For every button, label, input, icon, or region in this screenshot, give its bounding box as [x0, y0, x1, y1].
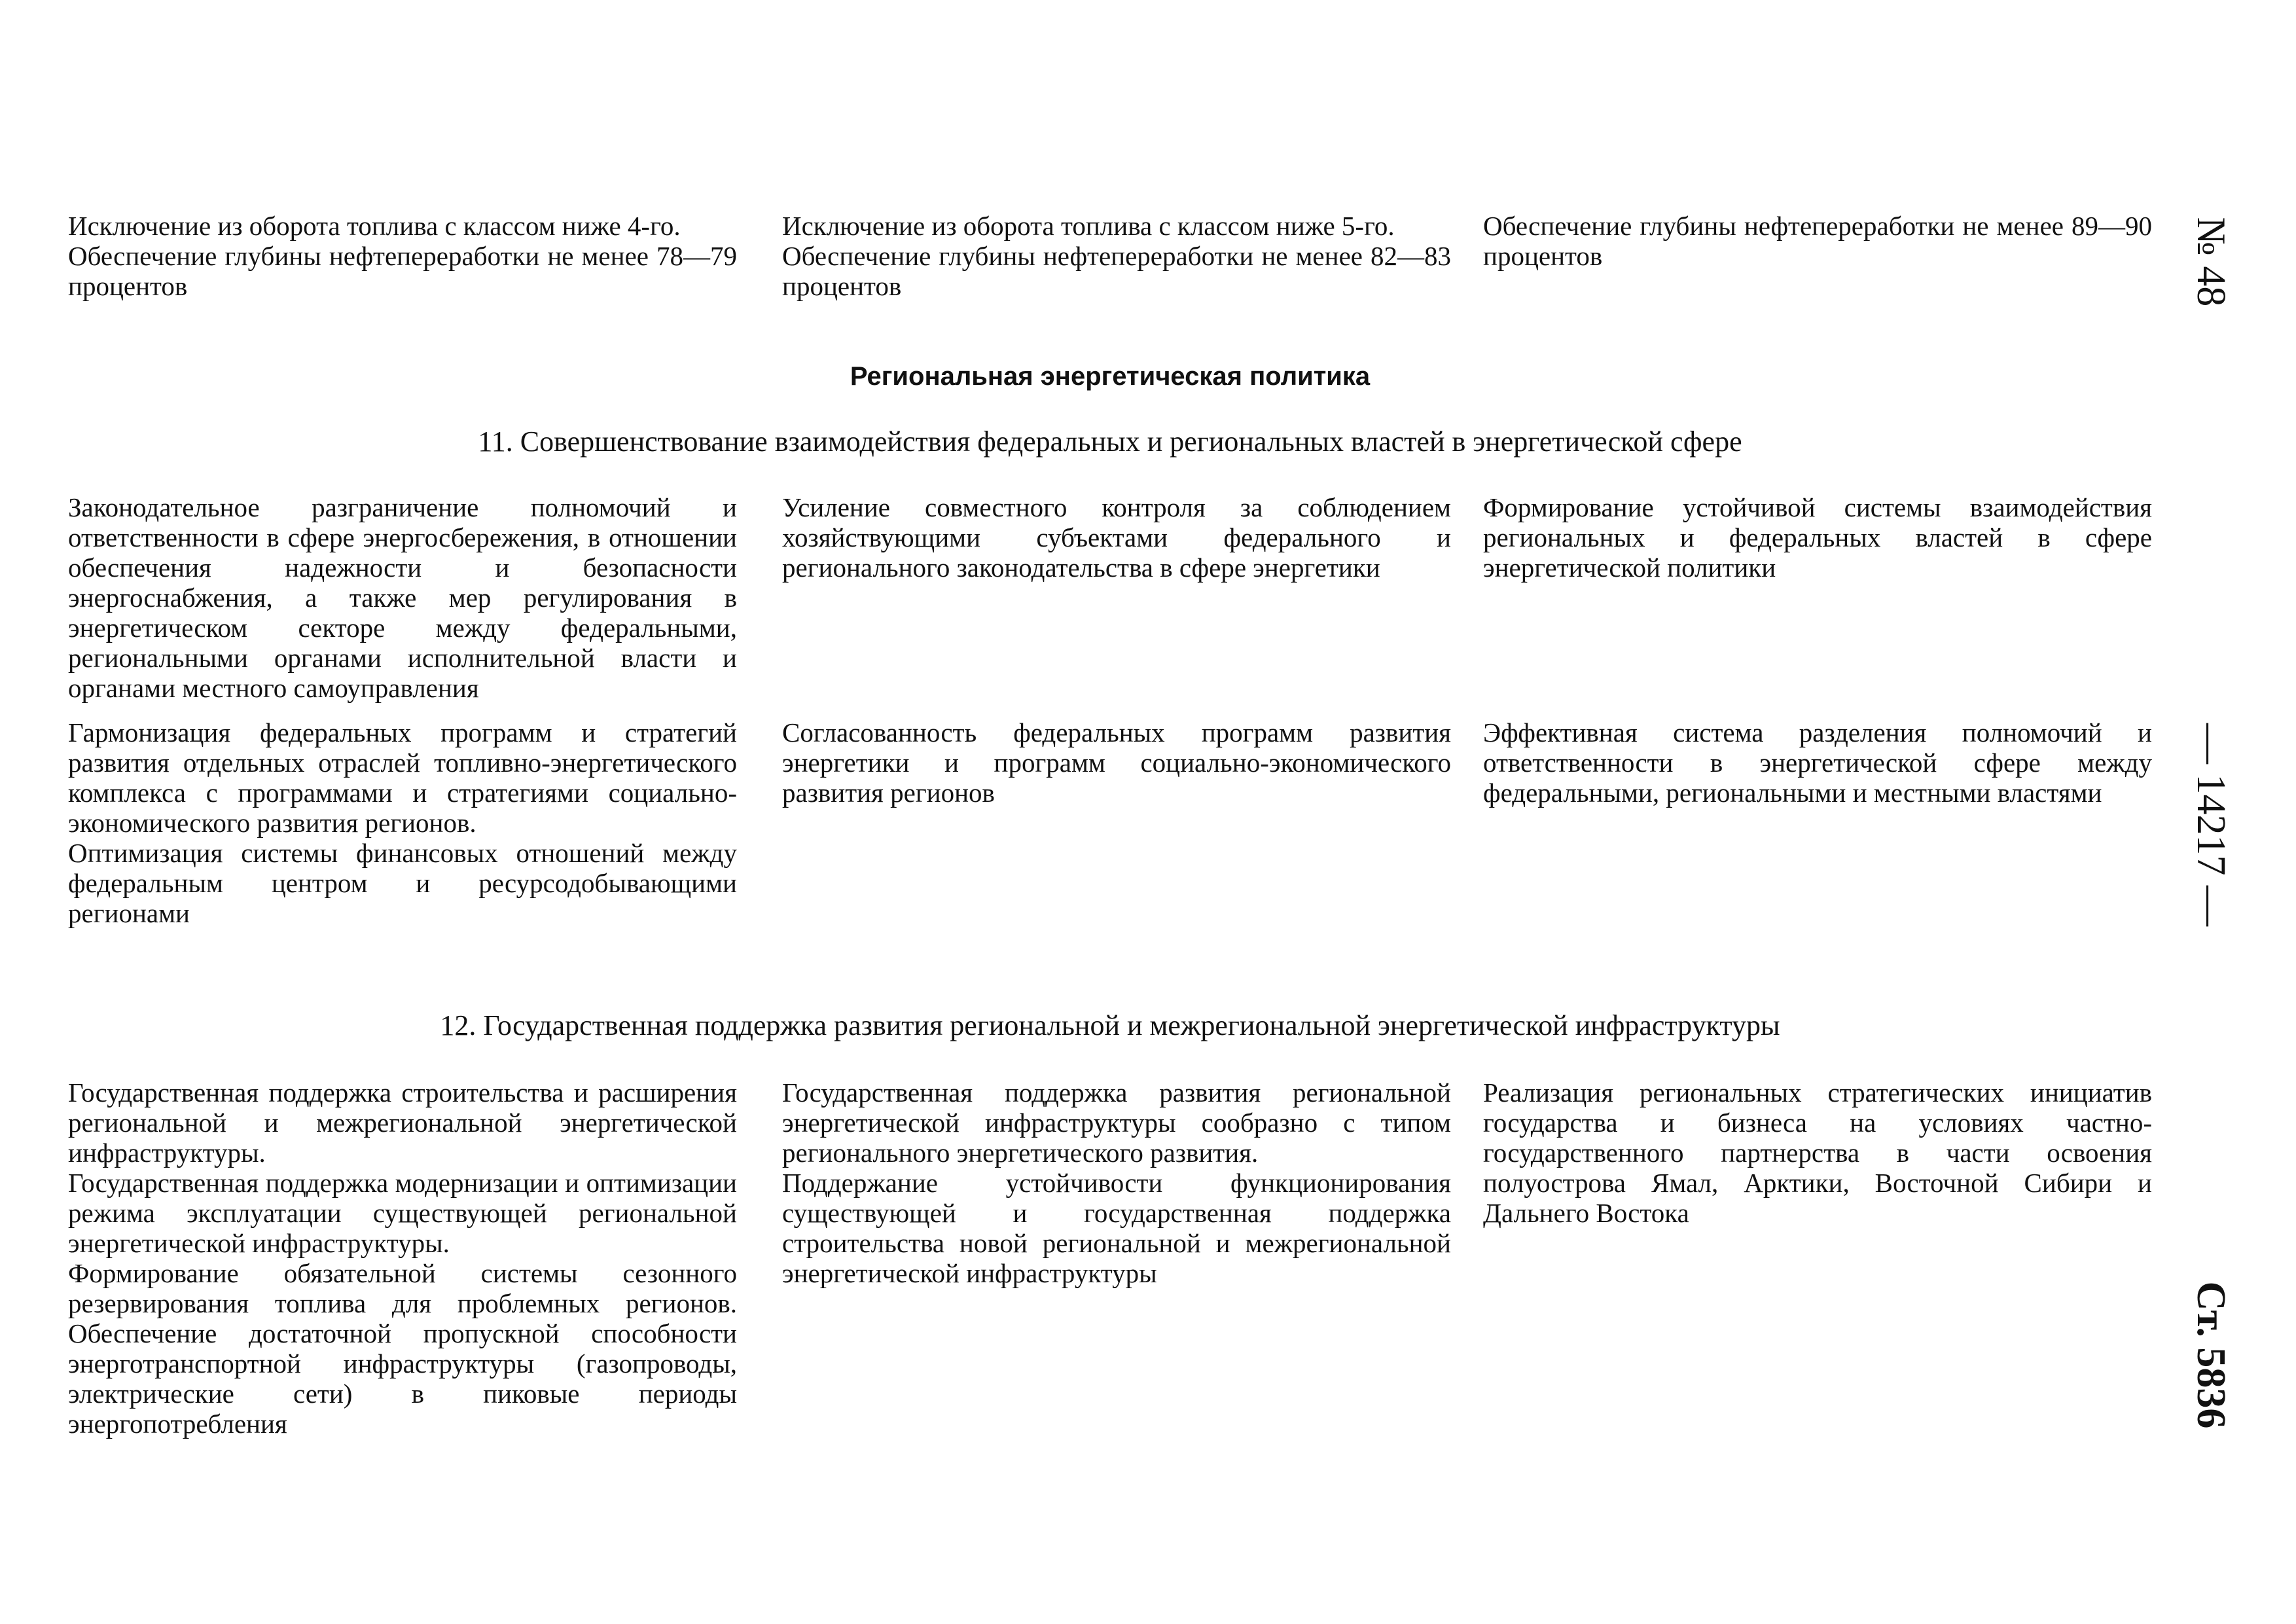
- row2-col-3: [1483, 717, 2152, 808]
- row2-col-2: [782, 717, 1451, 808]
- paragraph: Законодательное разграничение полномочий и ответственности в сфере энергосбережения, в отношении обеспечения надежности и безопасности энергоснабжения, а также мер регулирования в энергетическом секторе между федеральными, региональными органами исполнительной власти и органами местного самоуправления: [68, 492, 737, 703]
- row1-col-3: [1483, 492, 2152, 583]
- paragraph: Поддержание устойчивости функционирования существующей и государственная поддержка строительства новой региональной и межрегиональной энергетической инфраструктуры: [782, 1168, 1451, 1288]
- paragraph: Гармонизация федеральных программ и стратегий развития отдельных отраслей топливно-энергетического комплекса с программами и стратегиями социально-экономического развития регионов.: [68, 717, 737, 838]
- top-rows: [0, 211, 2296, 335]
- s12-col-1: [68, 1077, 737, 1439]
- issue-number-label: № 48: [2189, 217, 2233, 307]
- row1-col-1: [68, 492, 737, 703]
- paragraph: Обеспечение глубины нефтепереработки не менее 82—83 процентов: [782, 241, 1451, 301]
- top-col-3: [1483, 211, 2152, 271]
- s12-col-3: [1483, 1077, 2152, 1228]
- paragraph: Реализация региональных стратегических инициатив государства и бизнеса на условиях частно-государственного партнерства в части освоения полуострова Ямал, Арктики, Восточной Сибири и Дальнего Востока: [1483, 1077, 2152, 1228]
- subsection-11-title: 11. Совершенствование взаимодействия федеральных и региональных властей в энергетической сфере: [478, 425, 1742, 458]
- article-number-label: Ст. 5836: [2189, 1281, 2233, 1429]
- paragraph: Исключение из оборота топлива с классом ниже 4-го.: [68, 211, 681, 241]
- row2-col-1: [68, 717, 737, 928]
- paragraph: Согласованность федеральных программ развития энергетики и программ социально-экономического развития регионов: [782, 717, 1451, 808]
- paragraph: Исключение из оборота топлива с классом ниже 5-го.: [782, 211, 1395, 241]
- paragraph: Обеспечение глубины нефтепереработки не менее 89—90 процентов: [1483, 211, 2152, 271]
- section-title: Региональная энергетическая политика: [850, 362, 1371, 391]
- paragraph: Государственная поддержка модернизации и оптимизации режима эксплуатации существующей региональной энергетической инфраструктуры.: [68, 1168, 737, 1258]
- top-col-2: [782, 211, 1451, 301]
- paragraph: Усиление совместного контроля за соблюдением хозяйствующими субъектами федерального и регионального законодательства в сфере энергетики: [782, 492, 1451, 583]
- paragraph: Эффективная система разделения полномочий и ответственности в энергетической сфере между федеральными, региональными и местными властями: [1483, 717, 2152, 808]
- row1-col-2: [782, 492, 1451, 583]
- subsection-12-row: [0, 1077, 2296, 1439]
- page-number-label: — 14217 —: [2189, 723, 2233, 926]
- s12-col-2: [782, 1077, 1451, 1288]
- subsection-12-title: 12. Государственная поддержка развития региональной и межрегиональной энергетической инфраструктуры: [440, 1009, 1780, 1041]
- paragraph: Обеспечение глубины нефтепереработки не менее 78—79 процентов: [68, 241, 737, 301]
- subsection-11-row-1: [0, 492, 2296, 708]
- paragraph: Государственная поддержка развития региональной энергетической инфраструктуры сообразно с типом регионального энергетического развития.: [782, 1077, 1451, 1168]
- top-col-1: [68, 211, 737, 301]
- paragraph: Государственная поддержка строительства и расширения региональной и межрегиональной энергетической инфраструктуры.: [68, 1077, 737, 1168]
- paragraph: Оптимизация системы финансовых отношений между федеральным центром и ресурсодобывающими регионами: [68, 838, 737, 928]
- paragraph: Формирование обязательной системы сезонного резервирования топлива для проблемных регионов. Обеспечение достаточной пропускной способности энерготранспортной инфраструктуры (газопроводы, электрические сети) в пиковые периоды энергопотребления: [68, 1258, 737, 1439]
- paragraph: Формирование устойчивой системы взаимодействия региональных и федеральных властей в сфере энергетической политики: [1483, 492, 2152, 583]
- subsection-11-row-2: [0, 717, 2296, 966]
